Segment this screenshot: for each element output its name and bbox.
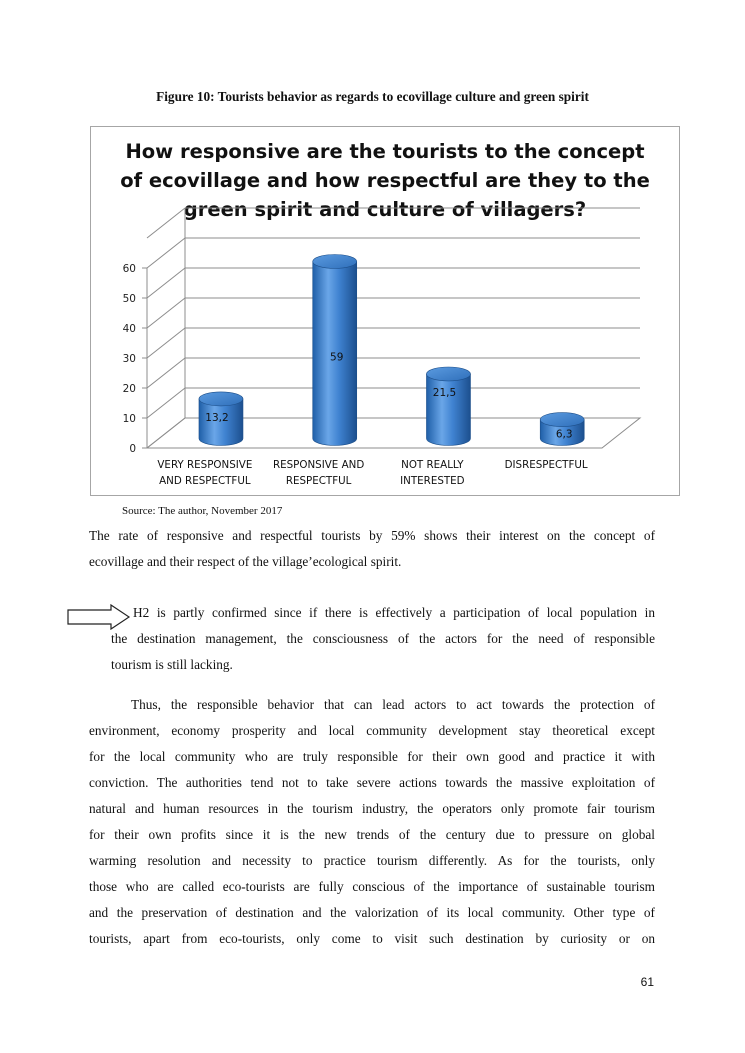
paragraph-line: ecovillage and their respect of the village’ecological spirit. [89, 554, 402, 569]
paragraph-line: tourists, apart from eco-tourists, only come to visit such destination by curiosity or on [89, 931, 655, 946]
chart-title-line: How responsive are the tourists to the concept [125, 140, 645, 163]
paragraph-line: for the local community who are truly responsible for their own good and practice it with [89, 749, 655, 764]
chart-title-line: green spirit and culture of villagers? [183, 198, 587, 221]
y-axis-ticks [123, 263, 136, 455]
bar-top [540, 413, 584, 427]
bar-top [199, 392, 243, 406]
y-tick-label: 0 [129, 443, 136, 455]
figure-source: Source: The author, November 2017 [122, 505, 283, 517]
bar-chart [90, 126, 680, 496]
gridline [147, 268, 185, 298]
y-tick-label: 10 [122, 413, 136, 425]
gridline [147, 298, 185, 328]
paragraph-line: the destination management, the consciousness of the actors for the need of responsible [111, 631, 655, 646]
y-tick-label: 30 [122, 353, 136, 365]
x-axis-labels [157, 459, 588, 487]
chart-title-line: of ecovillage and how respectful are they to the [120, 169, 650, 192]
paragraph-line: warming resolution and necessity to practice tourism differently. As for the tourists, only [89, 853, 655, 868]
paragraph-line: and the preservation of destination and the valorization of its local community. Other type of [89, 905, 655, 920]
bar-top [313, 255, 357, 269]
x-tick-label: VERY RESPONSIVE [157, 459, 253, 471]
bar-top [426, 367, 470, 381]
bar-body [426, 374, 470, 446]
paragraph-line: environment, economy prosperity and local community development stay theoretical except [89, 723, 655, 738]
x-tick-label: AND RESPECTFUL [159, 475, 251, 487]
paragraph-line: conviction. The authorities tend not to take severe actions towards the massive exploitation of [89, 775, 655, 790]
gridline [147, 328, 185, 358]
figure-caption: Figure 10: Tourists behavior as regards to ecovillage culture and green spirit [156, 89, 589, 104]
x-tick-label: RESPONSIVE AND [272, 459, 365, 471]
paragraph-line: tourism is still lacking. [111, 657, 233, 672]
chart-title [120, 140, 650, 221]
page-number: 61 [640, 975, 654, 989]
bar-value-label: 21,5 [432, 387, 457, 399]
gridline [147, 358, 185, 388]
paragraph-1 [89, 523, 655, 575]
paragraph-line: natural and human resources in the tourism industry, the operators only promote fair tourism [89, 801, 655, 816]
paragraph-line: The rate of responsive and respectful tourists by 59% shows their interest on the concept of [89, 528, 655, 543]
paragraph-line: H2 is partly confirmed since if there is effectively a participation of local population in [133, 605, 655, 620]
bar-value-label: 13,2 [205, 411, 229, 424]
y-tick-label: 60 [122, 263, 136, 275]
x-tick-label: DISRESPECTFUL [504, 459, 588, 471]
gridline [147, 238, 185, 268]
bar [426, 367, 470, 446]
gridline [147, 208, 185, 238]
x-tick-label: NOT REALLY [401, 459, 464, 471]
paragraph-line: for their own profits since it is the new trends of the century due to pressure on global [89, 827, 655, 842]
paragraph-2 [111, 600, 655, 678]
bar-value-label: 6,3 [555, 428, 573, 441]
bar [313, 255, 357, 446]
paragraph-line: Thus, the responsible behavior that can lead actors to act towards the protection of [131, 697, 655, 712]
x-tick-label: RESPECTFUL [285, 475, 352, 487]
y-tick-label: 20 [122, 383, 136, 395]
x-tick-label: INTERESTED [400, 475, 465, 487]
bar-value-label: 59 [330, 351, 344, 364]
y-tick-label: 40 [122, 323, 136, 335]
paragraph-line: those who are called eco-tourists are fully conscious of the importance of sustainable tourism [89, 879, 655, 894]
paragraph-3 [89, 692, 655, 952]
chart-bars [199, 255, 584, 446]
gridline [147, 388, 185, 418]
y-tick-label: 50 [122, 293, 136, 305]
